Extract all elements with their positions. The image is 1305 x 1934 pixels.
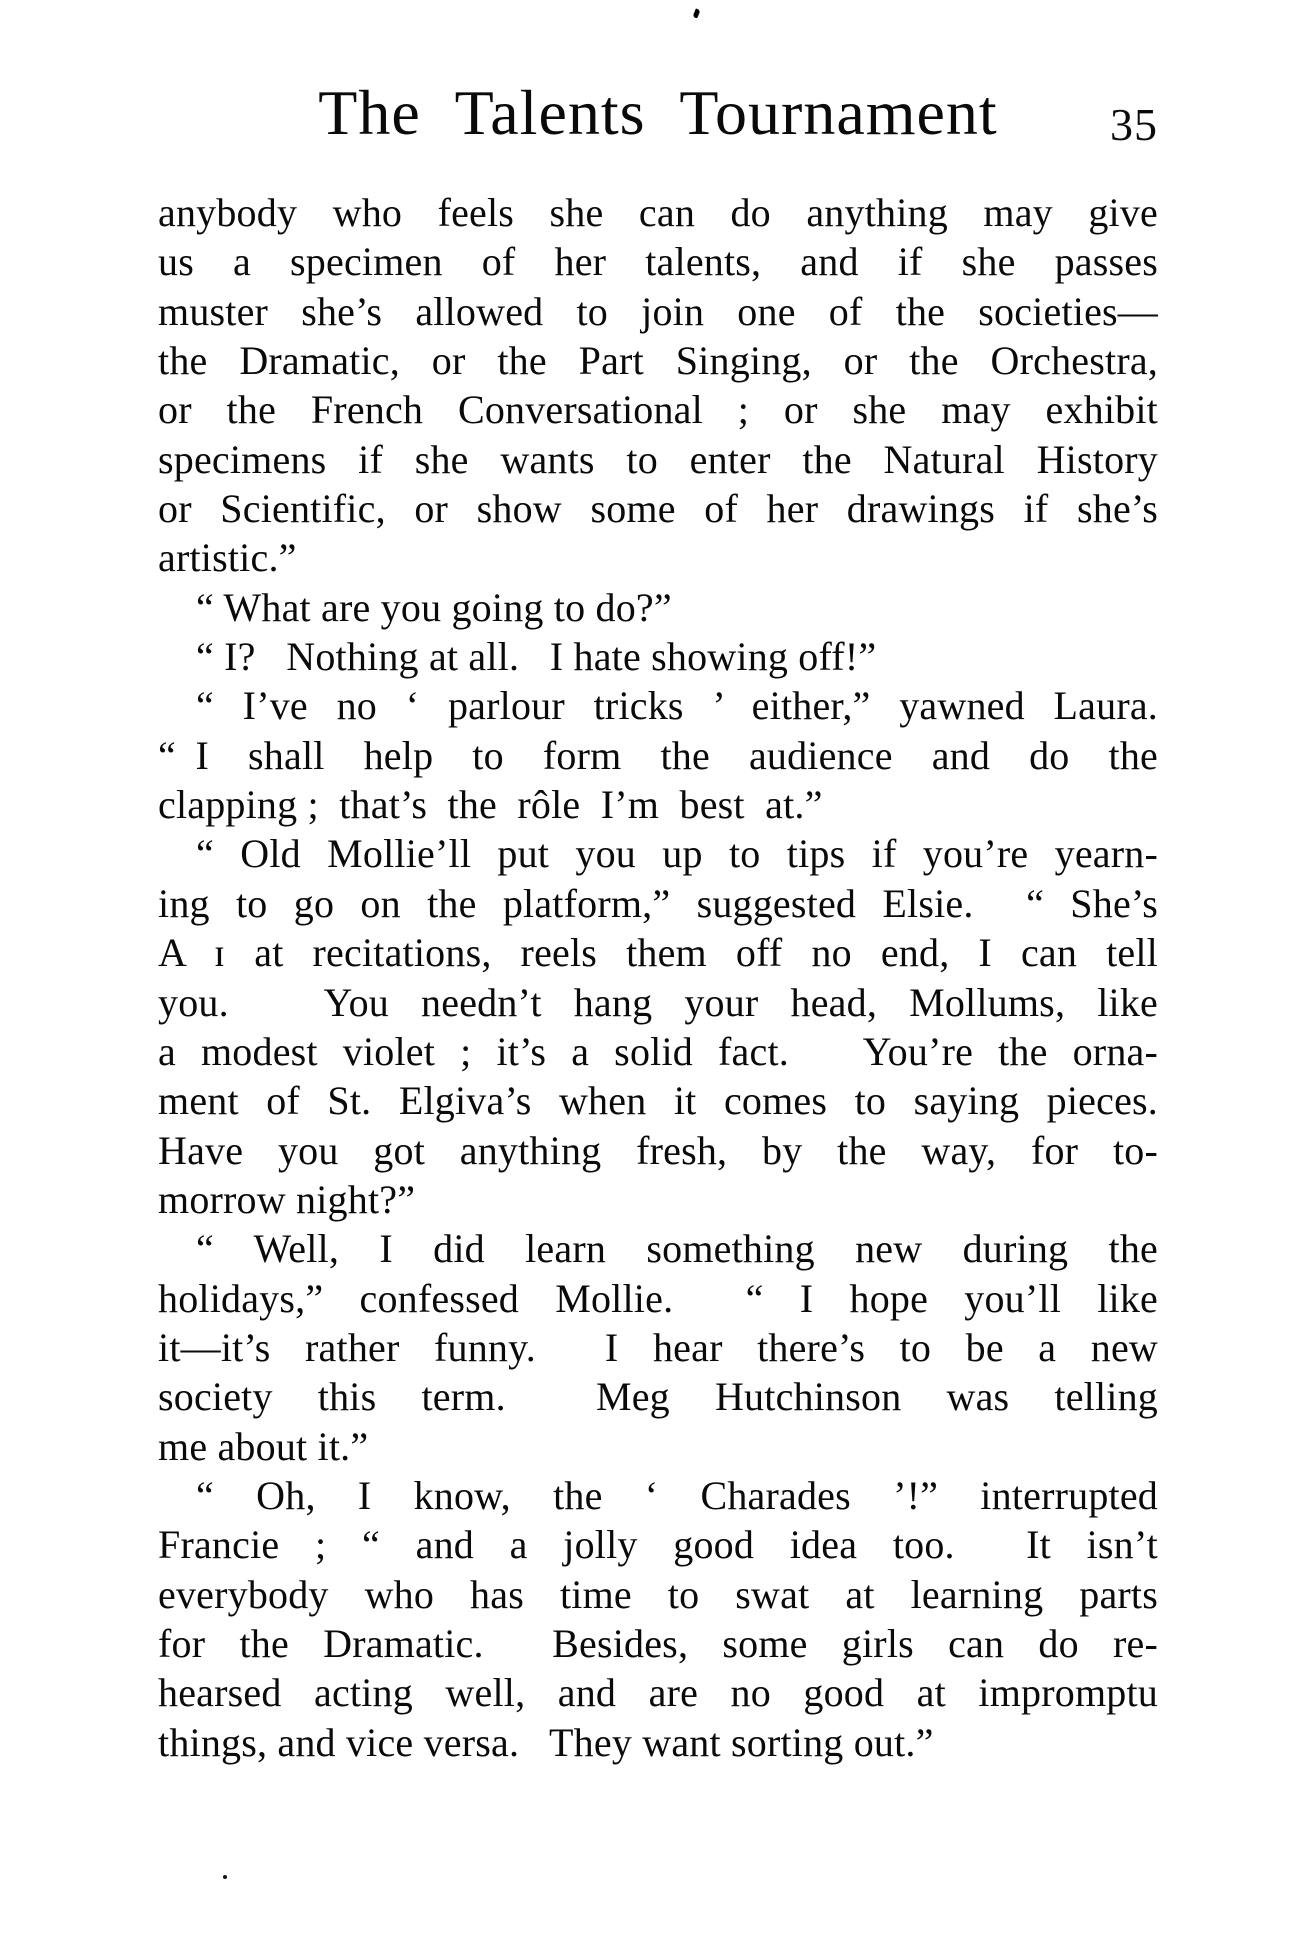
text-line: it—it’s rather funny. I hear there’s to be a new bbox=[158, 1324, 1158, 1370]
text-line: the Dramatic, or the Part Singing, or the Orchestra, bbox=[158, 338, 1158, 384]
text-line: everybody who has time to swat at learning parts bbox=[158, 1571, 1158, 1617]
text-line: A ɪ at recitations, reels them off no end, I can tell bbox=[158, 930, 1158, 976]
text-line: or Scientific, or show some of her drawings if she’s bbox=[158, 486, 1158, 532]
text-line: muster she’s allowed to join one of the societies— bbox=[158, 288, 1158, 334]
text-line: morrow night?” bbox=[158, 1176, 416, 1222]
text-line: “ I’ve no ‘ parlour tricks ’ either,” yawned Laura. bbox=[196, 683, 1158, 729]
scan-speck-top bbox=[692, 8, 700, 18]
running-title: The Talents Tournament bbox=[318, 77, 998, 148]
text-line: Francie ; “ and a jolly good idea too. It isn’t bbox=[158, 1522, 1158, 1568]
body-text bbox=[158, 188, 1158, 1767]
text-line: “ Old Mollie’ll put you up to tips if you’re yearn- bbox=[196, 831, 1158, 877]
text-line: things, and vice versa. They want sorting out.” bbox=[158, 1719, 934, 1765]
text-line: hearsed acting well, and are no good at impromptu bbox=[158, 1670, 1158, 1716]
text-line: artistic.” bbox=[158, 535, 297, 581]
scan-speck-bottom bbox=[223, 1875, 227, 1879]
text-line: a modest violet ; it’s a solid fact. You’re the orna- bbox=[158, 1028, 1158, 1074]
text-line: holidays,” confessed Mollie. “ I hope you’ll like bbox=[158, 1275, 1158, 1321]
text-line: ing to go on the platform,” suggested Elsie. “ She’s bbox=[158, 880, 1158, 926]
text-line: “ What are you going to do?” bbox=[196, 584, 672, 630]
text-line: specimens if she wants to enter the Natural History bbox=[158, 436, 1158, 482]
text-line: clapping ; that’s the rôle I’m best at.” bbox=[158, 782, 823, 828]
text-line: “ Well, I did learn something new during the bbox=[196, 1226, 1158, 1272]
text-line: for the Dramatic. Besides, some girls can do re- bbox=[158, 1620, 1158, 1666]
text-line: society this term. Meg Hutchinson was telling bbox=[158, 1374, 1158, 1420]
text-line: Have you got anything fresh, by the way, for to- bbox=[158, 1127, 1158, 1173]
text-line: you. You needn’t hang your head, Mollums, like bbox=[158, 979, 1158, 1025]
text-line: us a specimen of her talents, and if she passes bbox=[158, 239, 1158, 285]
text-line: anybody who feels she can do anything may give bbox=[158, 190, 1158, 235]
page-number: 35 bbox=[1110, 99, 1158, 150]
text-line: ment of St. Elgiva’s when it comes to saying pieces. bbox=[158, 1078, 1158, 1124]
text-line: “ Oh, I know, the ‘ Charades ’!” interrupted bbox=[196, 1472, 1158, 1518]
text-line: me about it.” bbox=[158, 1423, 369, 1469]
text-line: or the French Conversational ; or she may exhibit bbox=[158, 387, 1158, 433]
text-line: “ I? Nothing at all. I hate showing off!” bbox=[196, 634, 877, 680]
text-line: “ I shall help to form the audience and do the bbox=[158, 732, 1158, 778]
